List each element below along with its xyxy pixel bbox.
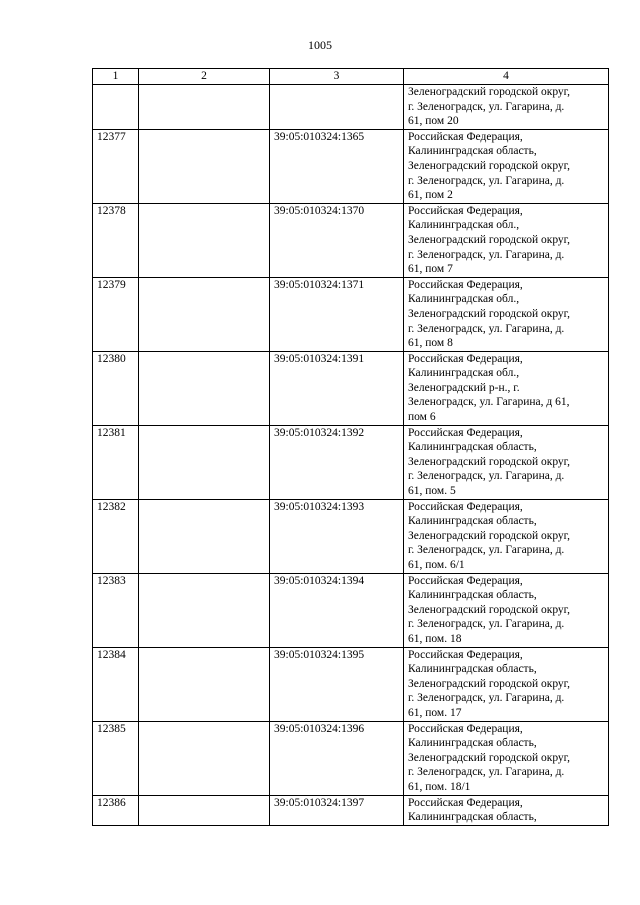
header-col-4: 4 <box>404 69 609 85</box>
record-number-cell: 12377 <box>93 129 139 203</box>
table-row <box>93 721 609 795</box>
header-col-3: 3 <box>270 69 404 85</box>
address-line: 61, пом. 18/1 <box>408 780 471 793</box>
address-line: Калининградская обл., <box>408 219 520 232</box>
table-row <box>93 425 609 499</box>
col2-cell <box>139 277 270 351</box>
cadastral-number-cell: 39:05:010324:1365 <box>270 129 404 203</box>
address-line: Зеленоградский городской округ, <box>408 307 570 320</box>
address-cell <box>404 499 609 573</box>
address-line: г. Зеленоградск, ул. Гагарина, д. <box>408 248 565 261</box>
table-row <box>93 203 609 277</box>
col2-cell <box>139 425 270 499</box>
address-line: Калининградская обл., <box>408 367 520 380</box>
continuation-address-cell <box>404 85 609 130</box>
continuation-cadastral-cell <box>270 85 404 130</box>
address-line: 61, пом 8 <box>408 337 453 350</box>
col2-cell <box>139 129 270 203</box>
table-row <box>93 129 609 203</box>
address-cell <box>404 203 609 277</box>
address-cell <box>404 573 609 647</box>
continuation-row <box>93 85 609 130</box>
record-number-cell: 12379 <box>93 277 139 351</box>
address-line: Зеленоградск, ул. Гагарина, д 61, <box>408 396 570 409</box>
record-number-cell: 12386 <box>93 795 139 825</box>
page-number: 1005 <box>308 38 332 52</box>
address-cell <box>404 795 609 825</box>
address-line: Зеленоградский городской округ, <box>408 529 570 542</box>
record-number-cell: 12382 <box>93 499 139 573</box>
address-line: г. Зеленоградск, ул. Гагарина, д. <box>408 618 565 631</box>
col2-cell <box>139 647 270 721</box>
address-line: Российская Федерация, <box>408 426 523 439</box>
col2-cell <box>139 721 270 795</box>
address-line: Калининградская область, <box>408 515 537 528</box>
table-header <box>93 69 609 85</box>
address-line: Калининградская обл., <box>408 293 520 306</box>
address-line: г. Зеленоградск, ул. Гагарина, д. <box>408 100 565 113</box>
table-row <box>93 499 609 573</box>
record-number-cell: 12381 <box>93 425 139 499</box>
cadastral-number-cell: 39:05:010324:1395 <box>270 647 404 721</box>
address-line: Калининградская область, <box>408 145 537 158</box>
address-line: Российская Федерация, <box>408 130 523 143</box>
col2-cell <box>139 203 270 277</box>
record-number-cell: 12380 <box>93 351 139 425</box>
cadastral-number-cell: 39:05:010324:1392 <box>270 425 404 499</box>
address-line: Зеленоградский городской округ, <box>408 677 570 690</box>
col2-cell <box>139 573 270 647</box>
address-line: Калининградская область, <box>408 441 537 454</box>
address-line: Зеленоградский городской округ, <box>408 233 570 246</box>
cadastral-number-cell: 39:05:010324:1370 <box>270 203 404 277</box>
table-row <box>93 573 609 647</box>
header-col-1: 1 <box>93 69 139 85</box>
address-line: Российская Федерация, <box>408 352 523 365</box>
address-line: Калининградская область, <box>408 589 537 602</box>
address-line: Калининградская область, <box>408 737 537 750</box>
address-line: 61, пом 2 <box>408 189 453 202</box>
record-number-cell: 12385 <box>93 721 139 795</box>
col2-cell <box>139 795 270 825</box>
cadastral-number-cell: 39:05:010324:1391 <box>270 351 404 425</box>
address-line: г. Зеленоградск, ул. Гагарина, д. <box>408 174 565 187</box>
address-line: Российская Федерация, <box>408 722 523 735</box>
address-cell <box>404 129 609 203</box>
address-cell <box>404 647 609 721</box>
address-line: Зеленоградский р-н., г. <box>408 381 520 394</box>
address-cell <box>404 351 609 425</box>
address-line: 61, пом 20 <box>408 115 459 128</box>
address-line: Зеленоградский городской округ, <box>408 455 570 468</box>
header-row <box>93 69 609 85</box>
address-line: Калининградская область, <box>408 811 537 824</box>
address-line: 61, пом. 18 <box>408 632 462 645</box>
col2-cell <box>139 351 270 425</box>
address-line: г. Зеленоградск, ул. Гагарина, д. <box>408 692 565 705</box>
address-line: пом 6 <box>408 411 436 424</box>
table-row <box>93 795 609 825</box>
address-line: Зеленоградский городской округ, <box>408 603 570 616</box>
cadastral-number-cell: 39:05:010324:1396 <box>270 721 404 795</box>
address-line: Зеленоградский городской округ, <box>408 751 570 764</box>
cadastral-number-cell: 39:05:010324:1394 <box>270 573 404 647</box>
address-line: г. Зеленоградск, ул. Гагарина, д. <box>408 322 565 335</box>
cadastral-number-cell: 39:05:010324:1397 <box>270 795 404 825</box>
continuation-col2-cell <box>139 85 270 130</box>
address-line: Зеленоградский городской округ, <box>408 159 570 172</box>
address-line: Российская Федерация, <box>408 500 523 513</box>
record-number-cell: 12384 <box>93 647 139 721</box>
address-line: Российская Федерация, <box>408 278 523 291</box>
address-line: Зеленоградский городской округ, <box>408 86 570 98</box>
address-line: г. Зеленоградск, ул. Гагарина, д. <box>408 544 565 557</box>
record-number-cell: 12383 <box>93 573 139 647</box>
address-cell <box>404 277 609 351</box>
address-line: Калининградская область, <box>408 663 537 676</box>
cadastral-number-cell: 39:05:010324:1393 <box>270 499 404 573</box>
registry-table <box>92 68 609 826</box>
address-line: г. Зеленоградск, ул. Гагарина, д. <box>408 470 565 483</box>
table-row <box>93 277 609 351</box>
address-line: Российская Федерация, <box>408 204 523 217</box>
address-line: г. Зеленоградск, ул. Гагарина, д. <box>408 766 565 779</box>
continuation-num-cell <box>93 85 139 130</box>
table-row <box>93 647 609 721</box>
cadastral-number-cell: 39:05:010324:1371 <box>270 277 404 351</box>
address-line: 61, пом 7 <box>408 263 453 276</box>
address-line: 61, пом. 5 <box>408 485 456 498</box>
record-number-cell: 12378 <box>93 203 139 277</box>
header-col-2: 2 <box>139 69 270 85</box>
address-cell <box>404 425 609 499</box>
address-line: 61, пом. 17 <box>408 706 462 719</box>
address-line: Российская Федерация, <box>408 574 523 587</box>
address-line: Российская Федерация, <box>408 648 523 661</box>
table-row <box>93 351 609 425</box>
table-body <box>93 85 609 826</box>
address-line: 61, пом. 6/1 <box>408 559 465 571</box>
address-cell <box>404 721 609 795</box>
col2-cell <box>139 499 270 573</box>
address-line: Российская Федерация, <box>408 796 523 809</box>
